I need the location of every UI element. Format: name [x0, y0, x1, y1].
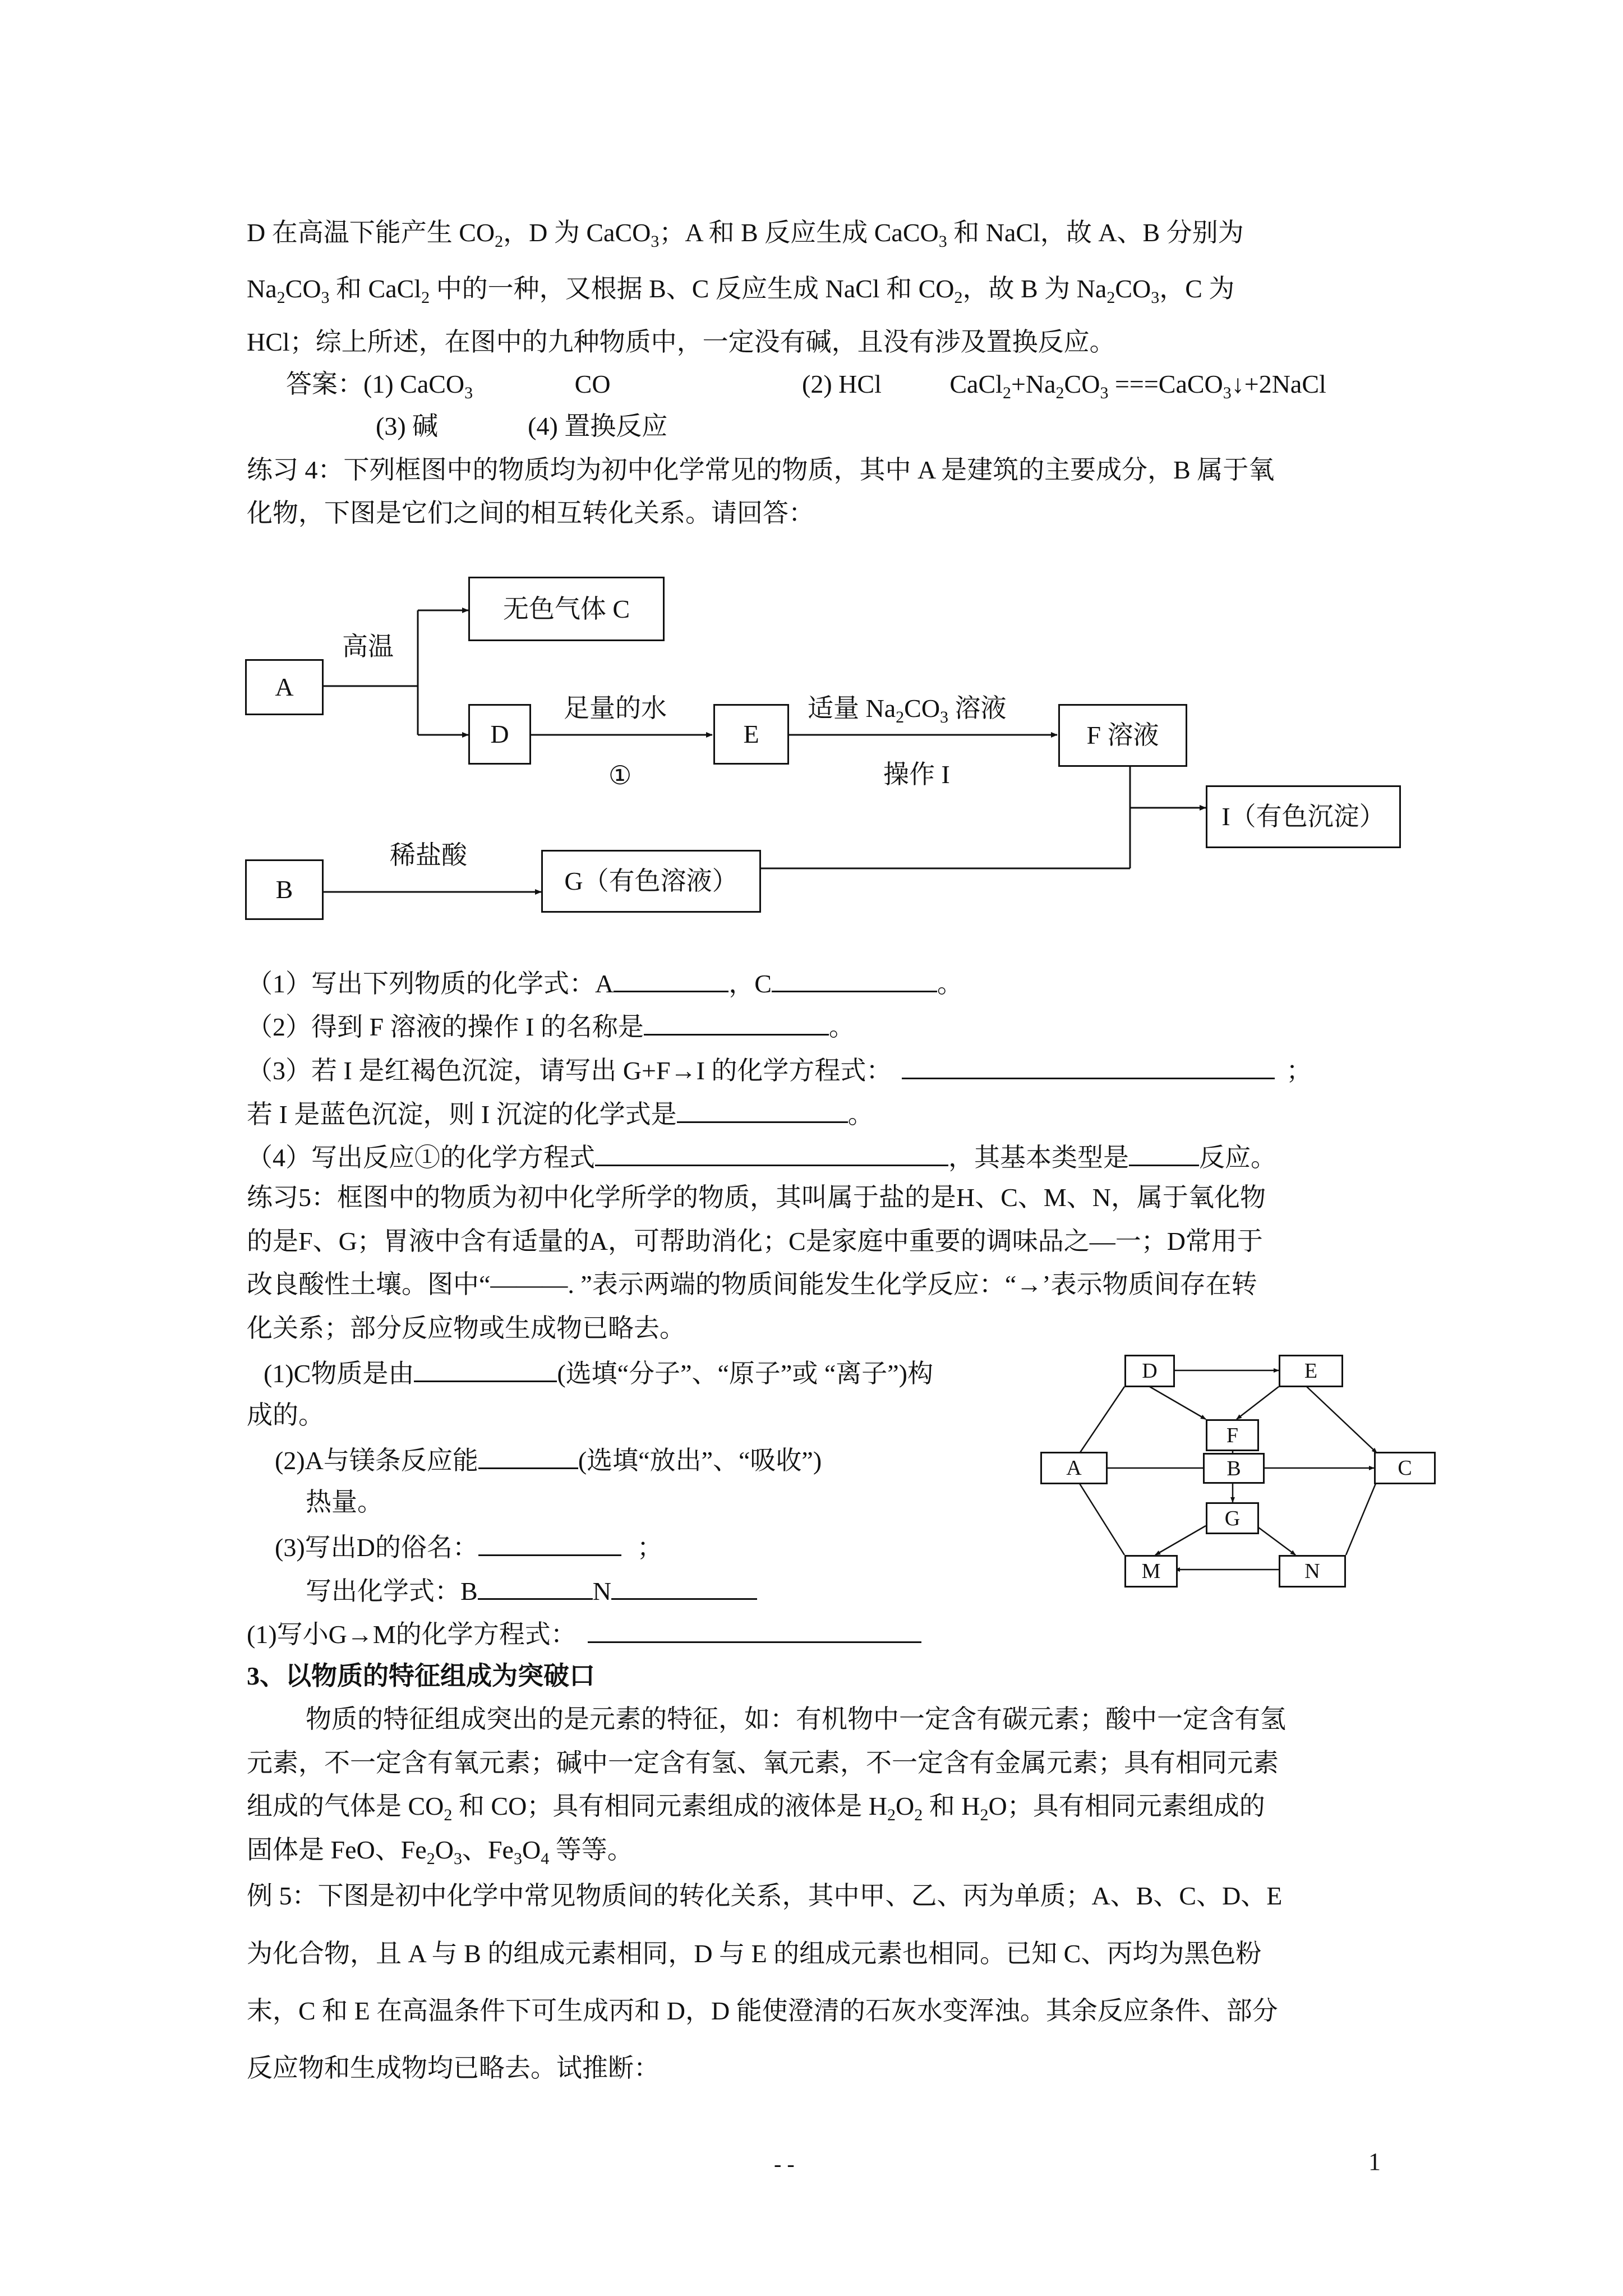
node-d: D	[468, 704, 531, 765]
page-number: 1	[1368, 2148, 1381, 2175]
label-dilute-hcl: 稀盐酸	[390, 841, 467, 869]
question-1: （1）写出下列物质的化学式：A ，C 。	[247, 965, 963, 1001]
node-b: B	[245, 859, 324, 920]
text-line: 的是F、G；胃液中含有适量的A，可帮助消化；C是家庭中重要的调味品之—一；D常用于	[247, 1227, 1263, 1255]
node-gas-c: 无色气体 C	[468, 577, 665, 641]
question-2: （2）得到 F 溶液的操作 I 的名称是 。	[247, 1008, 855, 1044]
text-line: 组成的气体是 $CO_2$ 和 CO；具有相同元素组成的液体是 $H_2O_2$ 和 $H_2O$；具有相同元素组成的	[247, 1792, 1265, 1825]
text-line: 元素，不一定含有氧元素；碱中一定含有氢、氧元素，不一定含有金属元素；具有相同元素	[247, 1749, 1279, 1777]
question-5-2: (2)A与镁条反应能 (选填“放出”、“吸收”)	[275, 1442, 822, 1478]
answer-line: (3) 碱 (4) 置换反应	[376, 412, 668, 440]
node-n: N	[1279, 1555, 1346, 1588]
text-line: $Na_2CO_3$ 和 CaCl$_2$ 中的一种，又根据 B、C 反应生成 NaCl 和 $CO_2$，故 B 为 $Na_2CO_3$，C 为	[247, 274, 1235, 307]
answer-line: 答案：(1) CaCO$_3$ CO (2) HCl $CaCl_2+Na_2CO_3$ ===CaCO$_3$↓+2NaCl	[286, 370, 1326, 403]
question-5-3b: 写出化学式：B N	[306, 1572, 757, 1608]
section-heading: 3、以物质的特征组成为突破口	[247, 1662, 595, 1690]
node-c: C	[1374, 1452, 1436, 1484]
text-line: 练习5：框图中的物质为初中化学所学的物质，其叫属于盐的是H、C、M、N，属于氧化物	[247, 1183, 1266, 1212]
node-f-solution: F 溶液	[1058, 704, 1187, 767]
label-high-temp: 高温	[342, 632, 394, 661]
text-line: 为化合物，且 A 与 B 的组成元素相同，D 与 E 的组成元素也相同。已知 C、丙均为黑色粉	[247, 1939, 1262, 1968]
question-3: （3）若 I 是红褐色沉淀，请写出 G+F→I 的化学方程式： ；	[247, 1052, 1312, 1088]
text-line: 化物，下图是它们之间的相互转化关系。请回答：	[247, 499, 814, 527]
node-b: B	[1203, 1453, 1265, 1484]
label-water: 足量的水	[564, 694, 667, 723]
question-5-3: (3)写出D的俗名： ；	[275, 1529, 663, 1565]
text-line: 固体是 FeO、$Fe_2O_3$、$Fe_3O_4$ 等等。	[247, 1835, 633, 1869]
question-4: （4）写出反应①的化学方程式 ，其基本类型是 反应。	[247, 1139, 1276, 1175]
node-m: M	[1124, 1555, 1178, 1588]
label-operation-1: 操作 I	[883, 760, 950, 789]
text-line: 热量。	[306, 1488, 383, 1516]
footer-marks: - -	[774, 2151, 795, 2177]
node-g: G	[1206, 1502, 1259, 1534]
label-reaction-1: ①	[608, 761, 632, 790]
text-line: D 在高温下能产生 $CO_2$，D 为 CaCO$_3$；A 和 B 反应生成 CaCO$_3$ 和 NaCl，故 A、B 分别为	[247, 218, 1244, 251]
text-line: 物质的特征组成突出的是元素的特征，如：有机物中一定含有碳元素；酸中一定含有氢	[306, 1705, 1286, 1733]
node-f: F	[1206, 1419, 1259, 1451]
text-line: 末，C 和 E 在高温条件下可生成丙和 D，D 能使澄清的石灰水变浑浊。其余反应条件、部分	[247, 1996, 1278, 2025]
text-line: 反应物和生成物均已略去。试推断：	[247, 2054, 660, 2082]
node-a: A	[1040, 1452, 1108, 1484]
node-d: D	[1124, 1355, 1175, 1387]
text-line: 成的。	[247, 1401, 324, 1429]
question-3b: 若 I 是蓝色沉淀，则 I 沉淀的化学式是 。	[247, 1096, 874, 1131]
node-e: E	[713, 704, 789, 765]
node-i-precipitate: I（有色沉淀）	[1206, 785, 1401, 848]
text-line: 练习 4：下列框图中的物质均为初中化学常见的物质，其中 A 是建筑的主要成分，B 属于氧	[247, 455, 1275, 484]
question-5-4: (1)写小G→M的化学方程式：	[247, 1616, 921, 1651]
text-line: HCl；综上所述，在图中的九种物质中，一定没有碱，且没有涉及置换反应。	[247, 328, 1115, 356]
text-line: 改良酸性土壤。图中“———. ”表示两端的物质间能发生化学反应：“→’表示物质间存在转	[247, 1270, 1257, 1299]
question-5-1: (1)C物质是由 (选填“分子”、“原子”或 “离子”)构	[264, 1355, 933, 1391]
label-na2co3: 适量 $Na_2CO_3$ 溶液	[808, 694, 1007, 727]
text-line: 例 5：下图是初中化学中常见物质间的转化关系，其中甲、乙、丙为单质；A、B、C、D、E	[247, 1881, 1283, 1910]
node-a: A	[245, 659, 324, 715]
node-g-solution: G（有色溶液）	[541, 850, 761, 913]
text-line: 化关系；部分反应物或生成物已略去。	[247, 1314, 685, 1342]
node-e: E	[1279, 1355, 1343, 1387]
